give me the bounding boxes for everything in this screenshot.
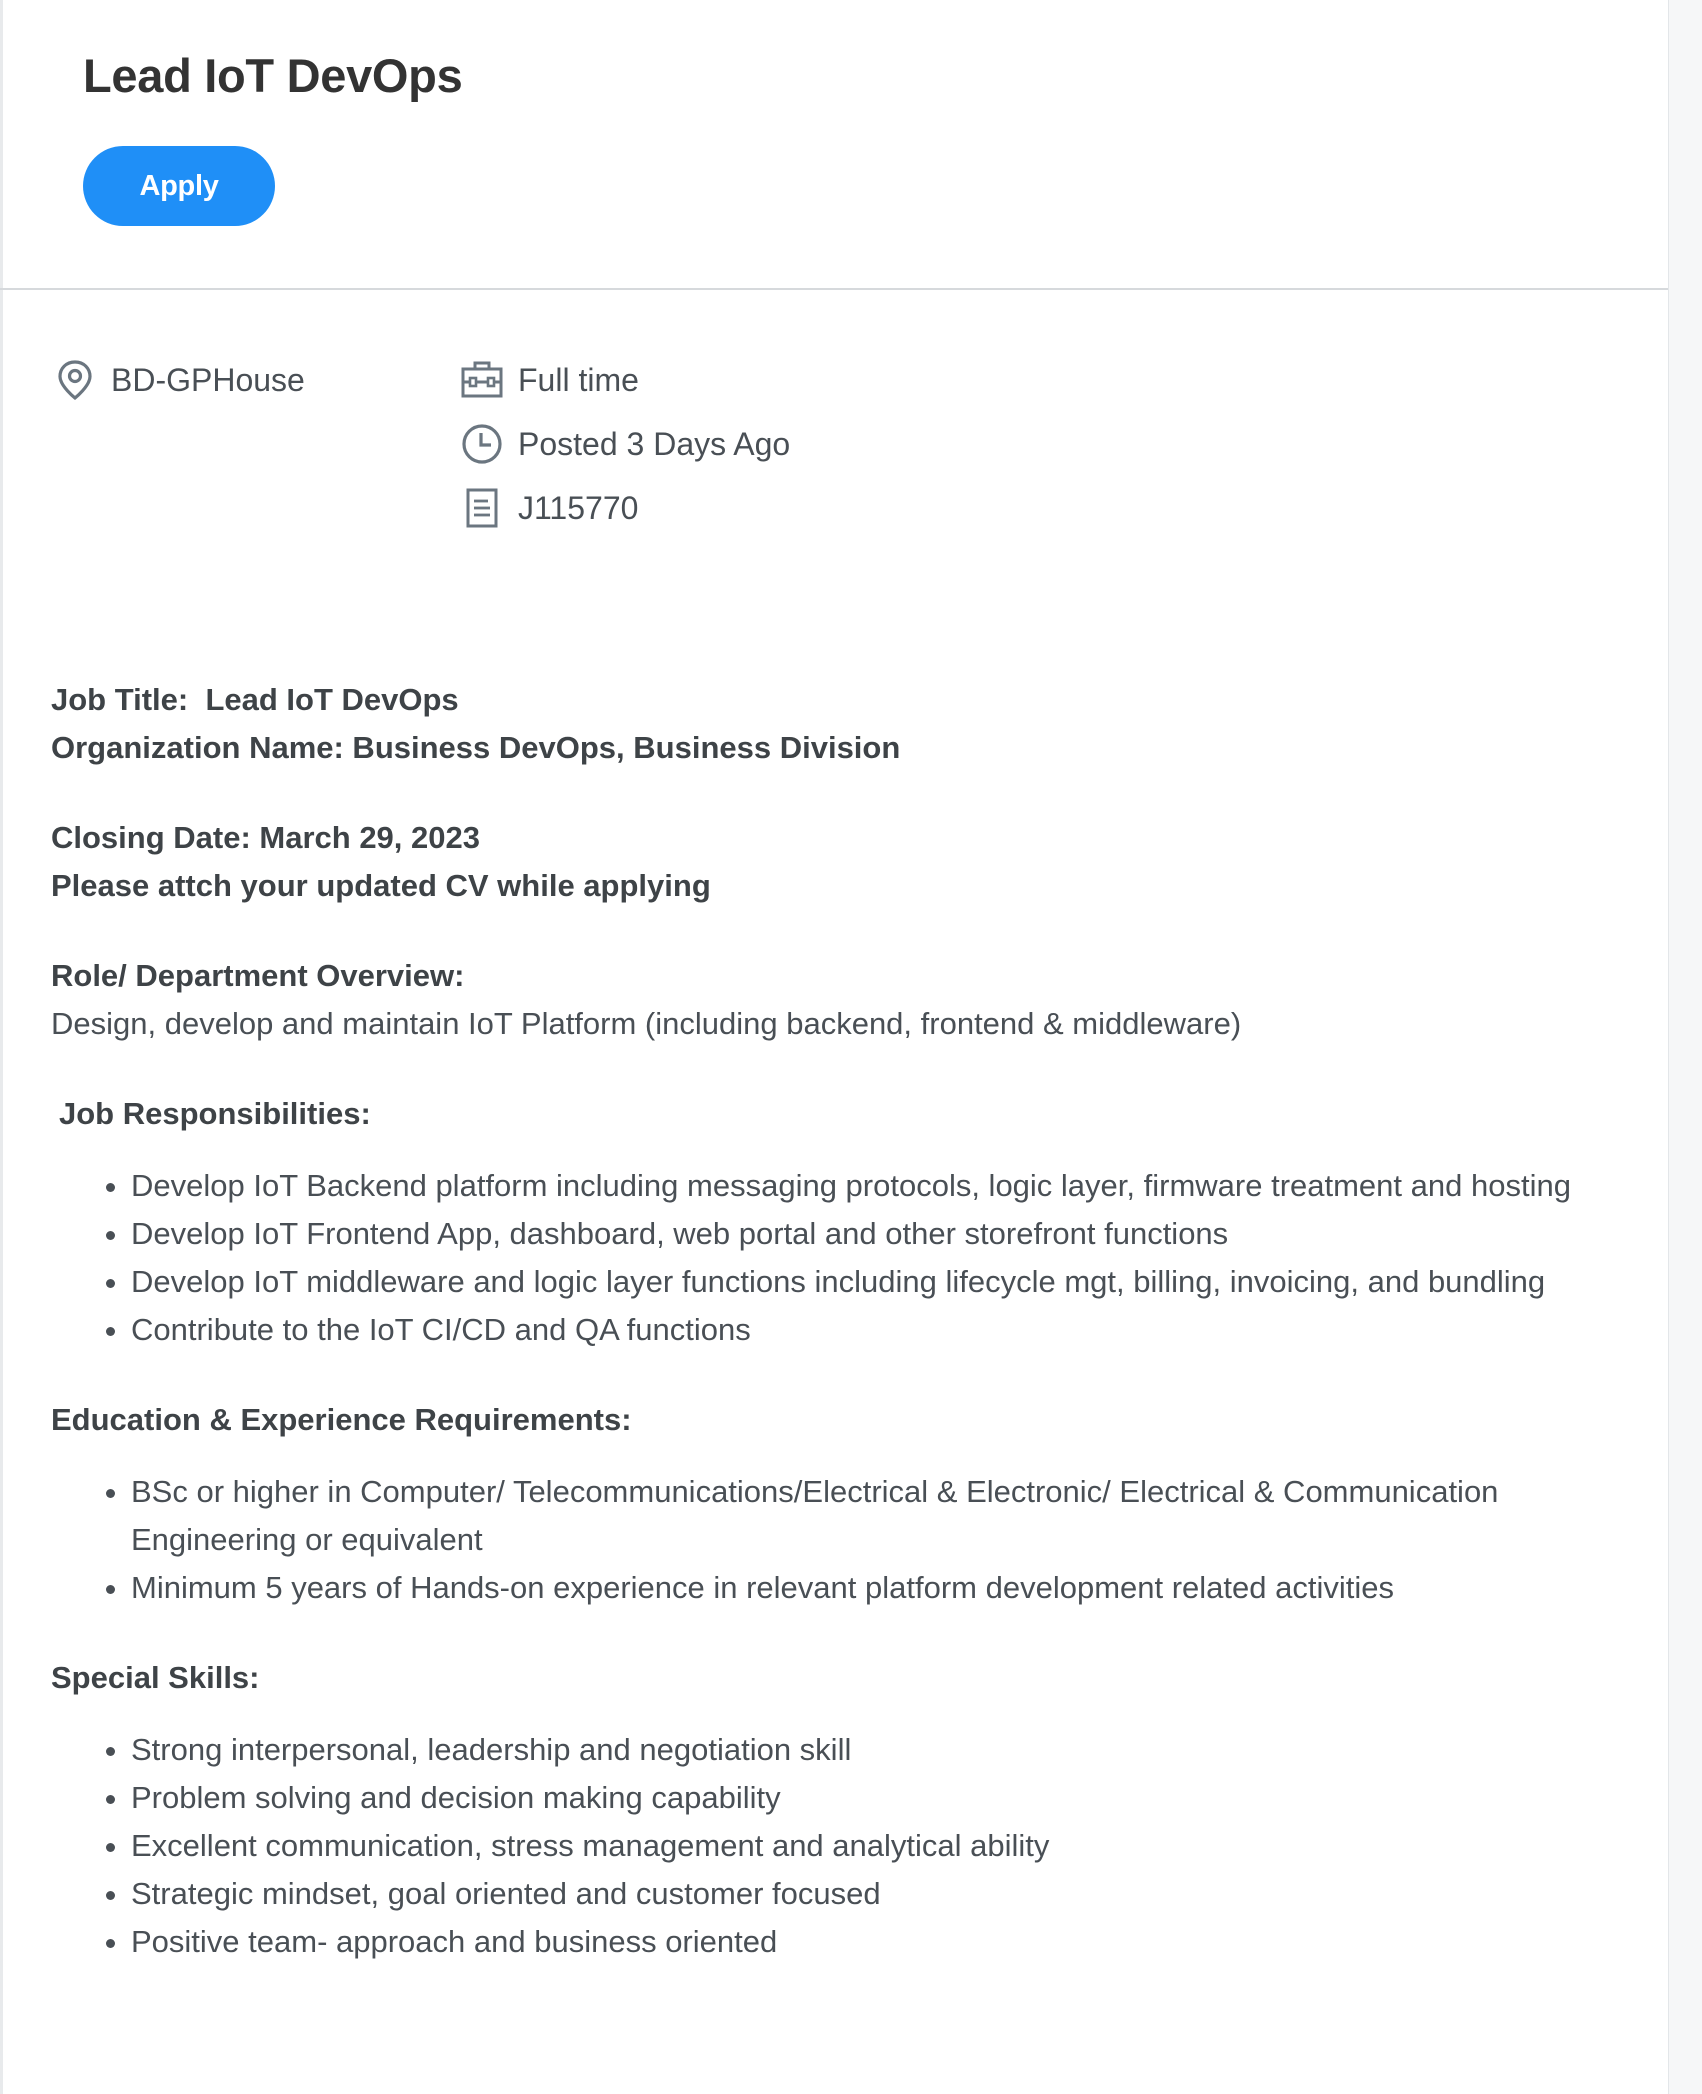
job-id-text: J115770 xyxy=(518,489,639,526)
job-id-info xyxy=(460,484,638,532)
organization-line: Organization Name: Business DevOps, Business Division xyxy=(51,730,901,765)
role-text: Design, develop and maintain IoT Platform (including backend, frontend & middleware) xyxy=(51,1006,1242,1041)
spacer xyxy=(51,1048,1631,1090)
posted-text: Posted 3 Days Ago xyxy=(518,425,791,462)
time-type-text: Full time xyxy=(518,361,639,398)
list-item: • Strong interpersonal, leadership and negotiation skill xyxy=(131,1726,1631,1774)
page-title: Lead IoT DevOps xyxy=(83,49,463,102)
list-item: • Excellent communication, stress management and analytical ability xyxy=(131,1822,1631,1870)
responsibilities-list xyxy=(51,1162,1631,1354)
time-type-info xyxy=(460,356,639,404)
document-icon xyxy=(460,486,504,530)
location-text: BD-GPHouse xyxy=(111,361,305,398)
spacer xyxy=(51,1354,1631,1396)
job-title-line: Job Title: Lead IoT DevOps xyxy=(51,682,459,717)
list-item: • Develop IoT Backend platform including messaging protocols, logic layer, firmware treatment and hosting xyxy=(131,1162,1631,1210)
closing-date-line: Closing Date: March 29, 2023 xyxy=(51,820,480,855)
list-item: • Problem solving and decision making capability xyxy=(131,1774,1631,1822)
role-heading: Role/ Department Overview: xyxy=(51,958,465,993)
location-pin-icon xyxy=(53,358,97,402)
spacer xyxy=(51,1702,1631,1726)
spacer xyxy=(51,1444,1631,1468)
left-edge xyxy=(0,0,3,2094)
spacer xyxy=(51,772,1631,814)
list-item: • Strategic mindset, goal oriented and customer focused xyxy=(131,1870,1631,1918)
list-item: • Minimum 5 years of Hands-on experience in relevant platform development related activities xyxy=(131,1564,1631,1612)
skills-list xyxy=(51,1726,1631,1966)
list-item: • Contribute to the IoT CI/CD and QA functions xyxy=(131,1306,1631,1354)
job-description xyxy=(51,676,1631,1966)
apply-button[interactable]: Apply xyxy=(83,146,275,226)
list-item: • BSc or higher in Computer/ Telecommunications/Electrical & Electronic/ Electrical & Communication Engineering or equivalent xyxy=(131,1468,1631,1564)
list-item: • Develop IoT Frontend App, dashboard, web portal and other storefront functions xyxy=(131,1210,1631,1258)
responsibilities-heading: Job Responsibilities: xyxy=(59,1096,371,1131)
spacer xyxy=(51,1138,1631,1162)
education-list xyxy=(51,1468,1631,1612)
cv-note-line: Please attch your updated CV while applying xyxy=(51,868,711,903)
spacer xyxy=(51,910,1631,952)
list-item: • Develop IoT middleware and logic layer functions including lifecycle mgt, billing, invoicing, and bundling xyxy=(131,1258,1631,1306)
spacer xyxy=(51,1612,1631,1654)
scroll-gutter xyxy=(1668,0,1702,2094)
posted-info xyxy=(460,420,790,468)
list-item: • Positive team- approach and business oriented xyxy=(131,1918,1631,1966)
clock-icon xyxy=(460,422,504,466)
job-header xyxy=(0,0,1668,290)
location-info xyxy=(53,356,305,404)
skills-heading: Special Skills: xyxy=(51,1660,260,1695)
education-heading: Education & Experience Requirements: xyxy=(51,1402,632,1437)
briefcase-icon xyxy=(460,358,504,402)
